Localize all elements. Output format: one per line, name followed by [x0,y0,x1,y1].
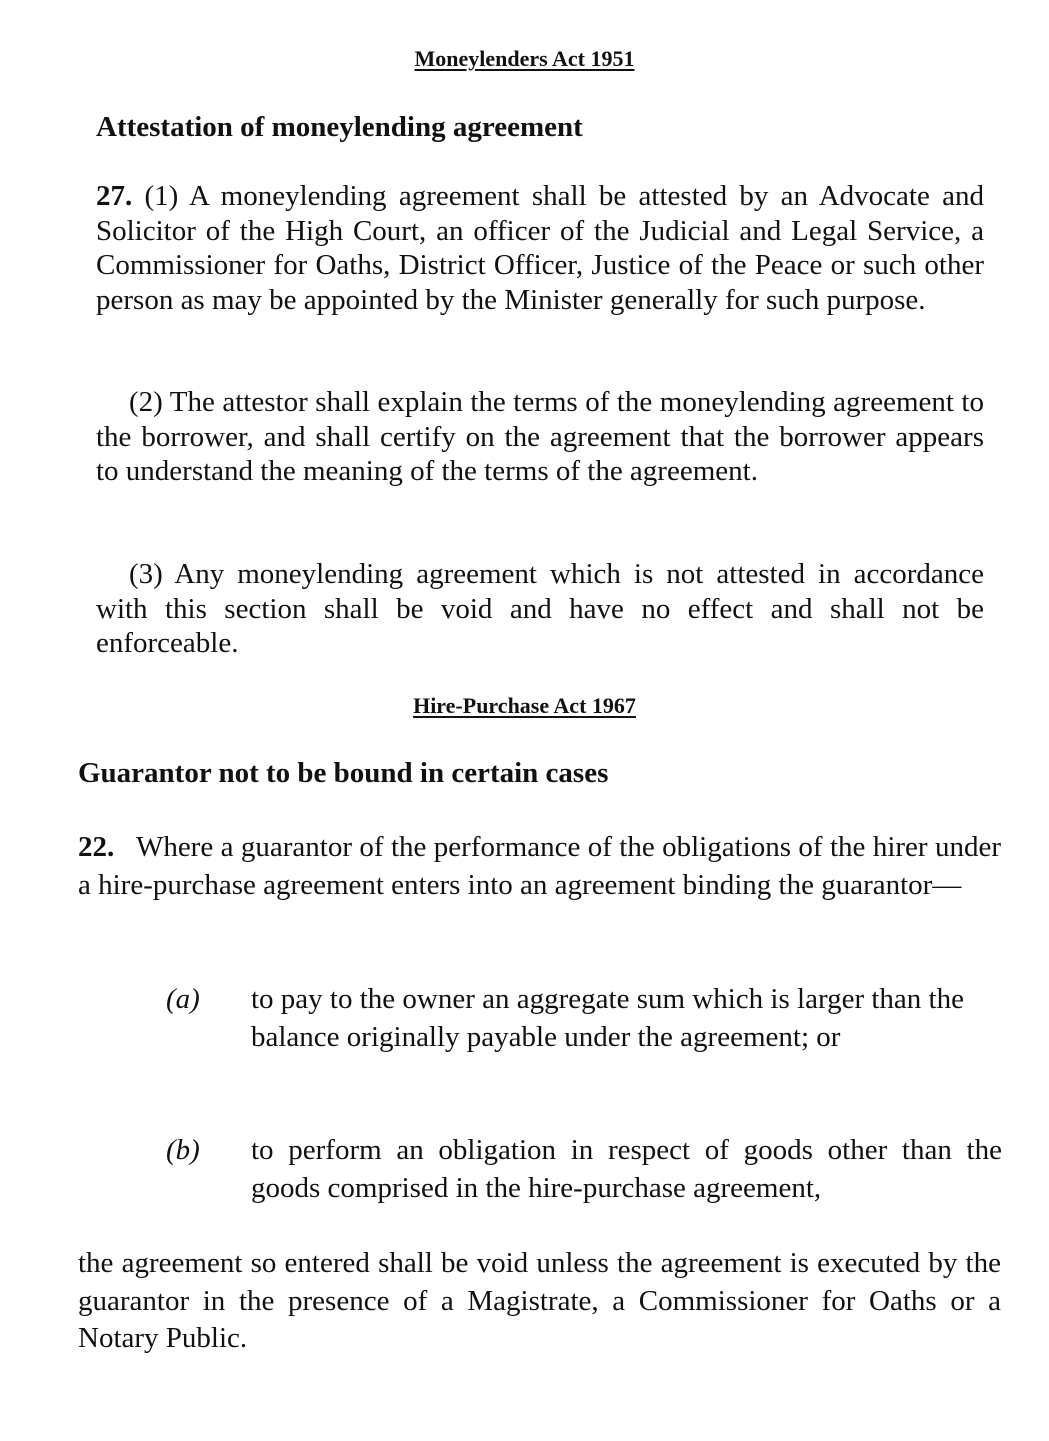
clause-text: to perform an obligation in respect of goods other than the goods comprised in the hire-purchase agreement, [251,1134,1002,1204]
section-heading-attestation: Attestation of moneylending agreement [96,111,583,143]
clause-label: (b) [166,1134,200,1166]
section-22-intro-text: Where a guarantor of the performance of the obligations of the hirer under a hire-purchase agreement enters into an agreement binding the guarantor— [78,831,1009,901]
clause-text: to pay to the owner an aggregate sum which is larger than the balance originally payable under the agreement; or [251,983,964,1053]
act-title-hire-purchase: Hire-Purchase Act 1967 [413,693,636,718]
section-22-intro [78,829,1009,904]
section-22-closing: the agreement so entered shall be void unless the agreement is executed by the guarantor in the presence of a Magistrate, a Commissioner for Oaths or a Notary Public. [78,1247,1001,1354]
section-27-subsection-3: (3) Any moneylending agreement which is not attested in accordance with this section shall be void and have no effect and shall not be enforceable. [96,558,984,659]
section-heading-guarantor: Guarantor not to be bound in certain cases [78,757,609,789]
subsection-1-text: (1) A moneylending agreement shall be attested by an Advocate and Solicitor of the High Court, an officer of the Judicial and Legal Service, a Commissioner for Oaths, District Officer, Justice of the Peace or such other person as may be appointed by the Minister generally for such purpose. [96,180,984,316]
clause-label: (a) [166,983,200,1015]
act-title-moneylenders: Moneylenders Act 1951 [414,46,635,71]
section-number: 22. [78,831,115,863]
section-27-subsection-2: (2) The attestor shall explain the terms of the moneylending agreement to the borrower, and shall certify on the agreement that the borrower appears to understand the meaning of the terms of the agreement. [96,386,984,487]
section-27-subsection-1 [96,179,984,317]
section-number: 27. [96,180,133,212]
